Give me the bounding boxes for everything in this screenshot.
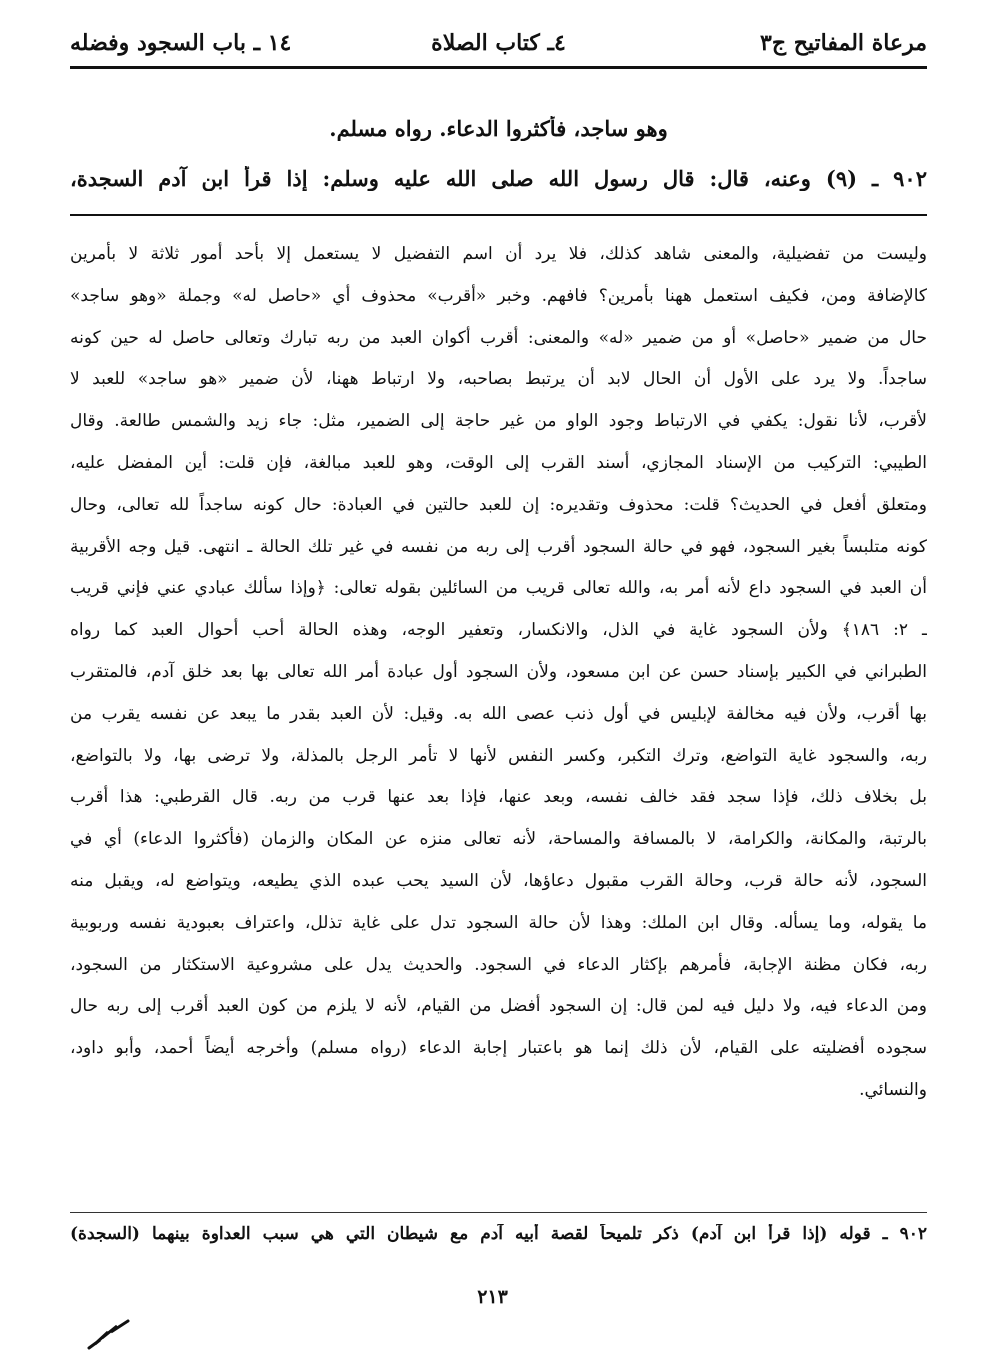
commentary-line: أن العبد في السجود داع لأنه أمر به، والله تعالى قريب من السائلين بقوله تعالى: ﴿وإذا سألك عبادي عني فإني قريب <box>70 578 927 599</box>
ink-scribble-icon <box>86 1318 132 1352</box>
commentary-line: وليست من تفضيلية، والمعنى شاهد كذلك، فلا يرد أن اسم التفضيل لا يستعمل إلا بأحد أمور ثلاثة لا بأمرين <box>70 244 927 264</box>
commentary-line: لأقرب، لأنا نقول: يكفي في الارتباط وجود الواو من غير حاجة إلى الضمير، مثل: جاء زيد والشمس طالعة. وقال <box>70 411 927 432</box>
hadith-divider <box>70 214 927 216</box>
commentary-line: ومن الدعاء فيه، ولا دليل فيه لمن قال: إن السجود أفضل من القيام، لأنه لا يلزم من كون العبد أقرب إلى ربه حال <box>70 996 927 1017</box>
footnote-divider <box>70 1212 927 1213</box>
commentary-line: سجوده أفضليته على القيام، لأن ذلك إنما هو باعتبار إجابة الدعاء (رواه مسلم) وأخرجه أيضاً أحمد، وأبو داود، <box>70 1038 927 1059</box>
page-number: ٢١٣ <box>477 1286 508 1308</box>
commentary-body <box>70 238 927 1116</box>
footnote: ٩٠٢ ـ قوله (إذا قرأ ابن آدم) ذكر تلميحاً لقصة أبيه آدم مع شيطان التي هي سبب العداوة بينهما (السجدة) <box>70 1224 927 1244</box>
commentary-line: ـ ٢: ١٨٦﴾ ولأن السجود غاية في الذل، والانكسار، وتعفير الوجه، وهذه الحالة أحب أحوال العبد كما رواه <box>70 620 927 641</box>
commentary-line: بل بخلاف ذلك، فإذا سجد فقد خالف نفسه، وبعد عنها، فإذا بعد عنها قرب من ربه. قال القرطبي: هذا أقرب <box>70 787 927 808</box>
commentary-line: بها أقرب، ولأن فيه مخالفة لإبليس في أول ذنب عصى الله به. وقيل: لأن العبد بقدر ما يبعد عن نفسه يقرب من <box>70 703 927 724</box>
commentary-line: كالإضافة ومن، فكيف استعمل ههنا بأمرين؟ فافهم. وخبر «أقرب» محذوف أي «حاصل له» وجملة «وهو ساجد» <box>70 285 927 306</box>
hadith-text-line: وهو ساجد، فأكثروا الدعاء. رواه مسلم. <box>329 116 668 141</box>
commentary-line: والنسائي. <box>859 1079 927 1100</box>
commentary-line: الطبراني في الكبير بإسناد حسن عن ابن مسعود، ولأن السجود أول عبادة أمر الله تعالى بها بعد خلق آدم، فالمتقرب <box>70 661 927 682</box>
commentary-line: ساجداً. ولا يرد على الأول أن الحال لابد أن يرتبط بصاحبه، ولا ارتباط ههنا، لأن ضمير «هو ساجد» للعبد لا <box>70 369 927 390</box>
commentary-line: الطيبي: التركيب من الإسناد المجازي، أسند القرب إلى الوقت، وهو للعبد مبالغة، فإن قلت: أين المفضل عليه، <box>70 452 927 473</box>
commentary-line: كونه متلبساً بغير السجود، فهو في حالة السجود أقرب إلى ربه من نفسه في غير تلك الحالة ـ انتهى. قيل وجه الأقربية <box>70 536 927 557</box>
commentary-line: حال من ضمير «حاصل» أو من ضمير «له» والمعنى: أقرب أكوان العبد من ربه تبارك وتعالى حاصل له حين كونه <box>70 327 927 348</box>
commentary-line: ربه، والسجود غاية التواضع، وترك التكبر، وكسر النفس لأنها لا تأمر الرجل بالمذلة، ولا ترضى بها، ولا بالتواضع، <box>70 745 927 766</box>
commentary-line: ما يقوله، وما يسأله. وقال ابن الملك: وهذا لأن حالة السجود تدل على غاية تذلل، واعتراف بعبودية نفسه وربوبية <box>70 912 927 933</box>
commentary-line: السجود، لأنه حالة قرب، وحالة القرب مقبول دعاؤها، لأن السيد يحب عبده الذي يطيعه، ويتواضع له، ويقبل منه <box>70 870 927 891</box>
running-header <box>70 22 927 66</box>
commentary-line: ربه، فكان مظنة الإجابة، فأمرهم بإكثار الدعاء في السجود. والحديث يدل على مشروعية الاستكثار من السجود، <box>70 954 927 975</box>
commentary-line: ومتعلق أفعل في الحديث؟ قلت: محذوف وتقديره: إن للعبد حالتين في العبادة: حال كونه ساجداً لله تعالى، وحال <box>70 494 927 515</box>
commentary-line: بالرتبة، والمكانة، والكرامة، لا بالمسافة والمساحة، لأنه تعالى منزه عن المكان والزمان (فأكثروا الدعاء) أي في <box>70 829 927 850</box>
header-divider <box>70 66 927 69</box>
hadith-text-line: ٩٠٢ ـ (٩) وعنه، قال: قال رسول الله صلى الله عليه وسلم: إذا قرأ ابن آدم السجدة، <box>70 166 927 191</box>
header-chapter-title: ٤ـ كتاب الصلاة <box>431 30 566 56</box>
header-book-title: مرعاة المفاتيح ج٣ <box>760 30 927 56</box>
header-section-title: ١٤ ـ باب السجود وفضله <box>70 30 292 56</box>
